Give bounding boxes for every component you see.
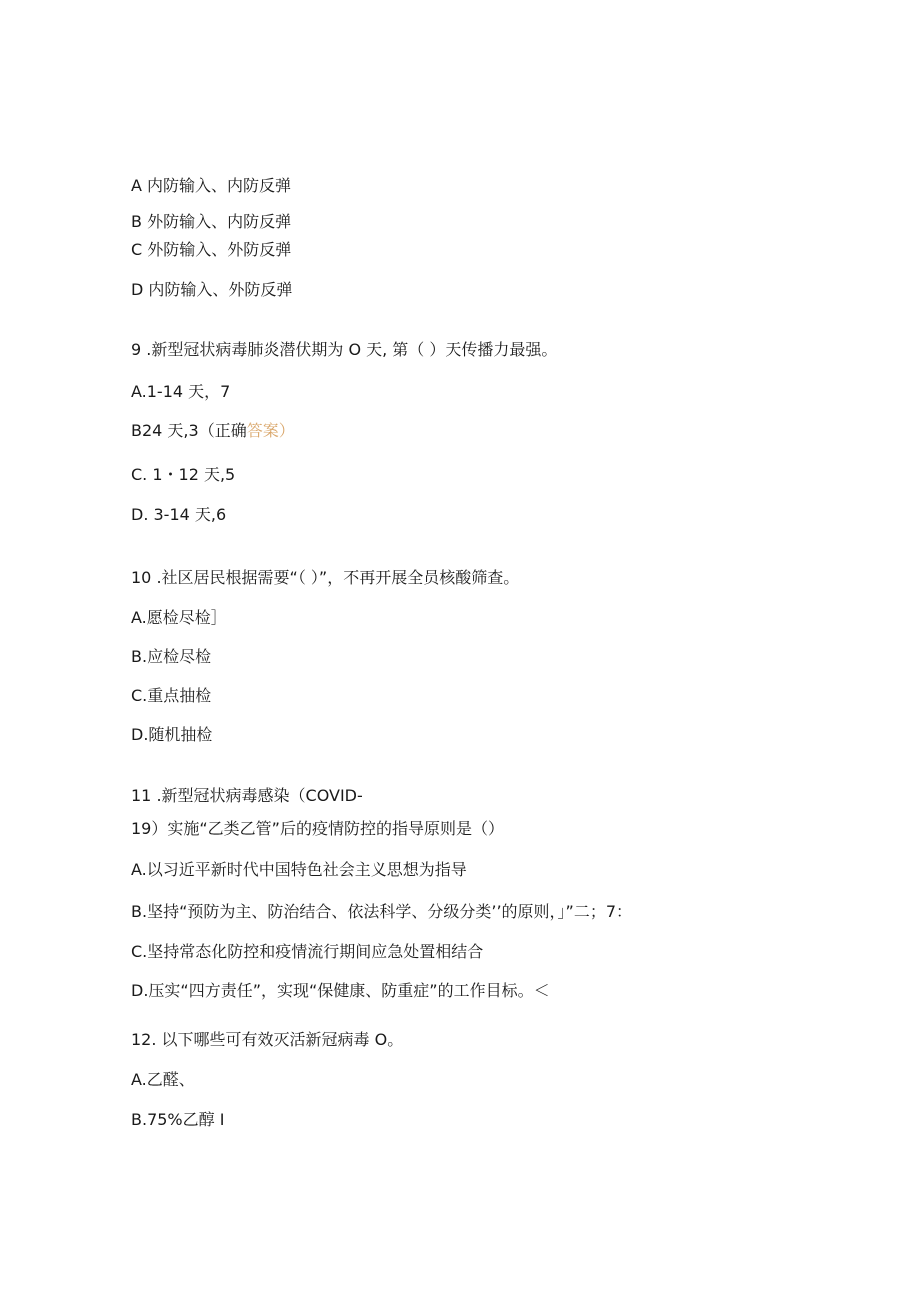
q10-option-b: B.应检尽检: [131, 647, 212, 666]
q9-option-d: D. 3-14 天,6: [131, 505, 227, 524]
q9-option-b-answer-hint: 答案）: [246, 421, 295, 440]
q9-option-b: [131, 421, 295, 441]
q9-option-a: A.1-14 天，7: [131, 382, 231, 401]
q11-option-a: A.以习近平新时代中国特色社会主义思想为指导: [131, 860, 467, 879]
q12-question: 12. 以下哪些可有效灭活新冠病毒 O。: [131, 1030, 404, 1049]
q10-question: 10 .社区居民根据需要“（ ）”，不再开展全员核酸筛查。: [131, 568, 520, 587]
q8-option-a: A 内防输入、内防反弹: [131, 176, 292, 195]
q11-question-line-2: 19）实施“乙类乙管”后的疫情防控的指导原则是（）: [131, 819, 504, 838]
q8-option-d: D 内防输入、外防反弹: [131, 280, 293, 299]
q10-option-a: A.愿检尽检］: [131, 608, 227, 627]
q12-option-b: B.75%乙醇 I: [131, 1110, 225, 1129]
q11-option-c: C.坚持常态化防控和疫情流行期间应急处置相结合: [131, 942, 484, 961]
q12-option-a: A.乙醛、: [131, 1070, 195, 1089]
q9-option-b-text: B24 天,3（正确: [131, 421, 247, 440]
q8-option-b: B 外防输入、内防反弹: [131, 212, 292, 231]
q11-question-line-1: 11 .新型冠状病毒感染（COVID-: [131, 786, 363, 805]
q8-option-c: C 外防输入、外防反弹: [131, 240, 292, 259]
q10-option-c: C.重点抽检: [131, 686, 212, 705]
q9-option-c: C. 1・12 天,5: [131, 465, 236, 484]
q10-option-d: D.随机抽检: [131, 725, 213, 744]
q11-option-b: B.坚持“预防为主、防治结合、依法科学、分级分类’’的原则，」”二；7：: [131, 902, 632, 921]
q9-question: 9 .新型冠状病毒肺炎潜伏期为 O 天, 第（ ）天传播力最强。: [131, 340, 558, 359]
q11-option-d: D.压实“四方责任”，实现“保健康、防重症”的工作目标。＜: [131, 981, 550, 1000]
